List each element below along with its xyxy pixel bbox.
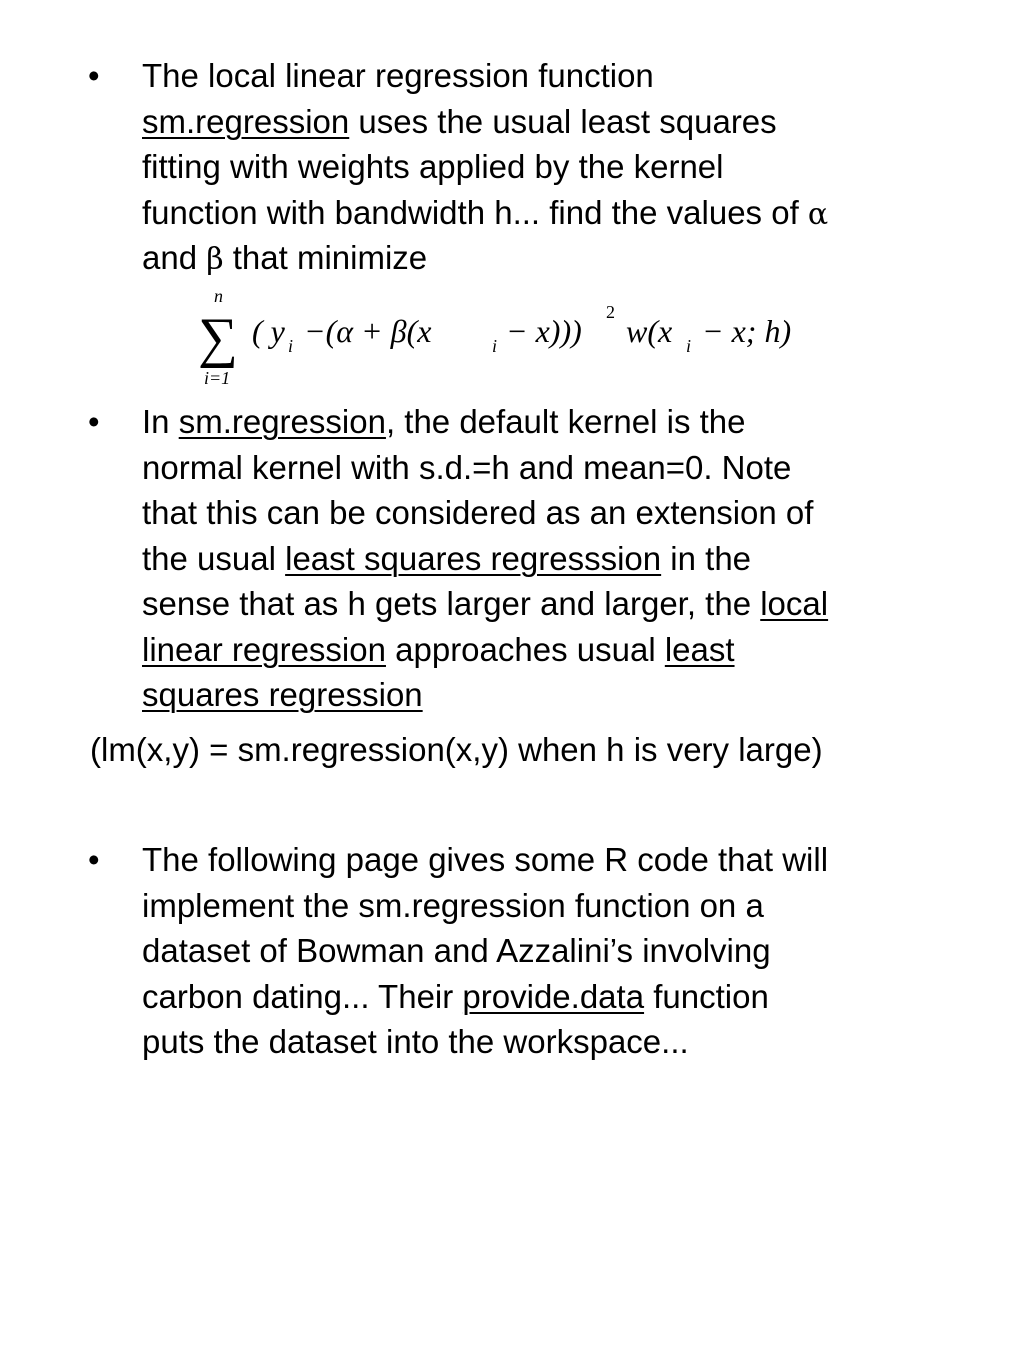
text-line: dataset of Bowman and Azzalini’s involving [142, 932, 771, 969]
subscript-i: i [686, 336, 692, 356]
text-line: linear regression approaches usual least [142, 630, 735, 668]
least-squares-regression-link[interactable]: least [664, 630, 735, 668]
sm-regression-link[interactable]: sm.regression [178, 403, 386, 440]
bullet-marker: • [88, 841, 100, 878]
text-line: The following page gives some R code that will [142, 841, 829, 878]
formula-term-alpha-beta: −(α + β(x [304, 313, 432, 349]
text-line: implement the sm.regression function on a [142, 886, 764, 924]
sum-upper-limit: n [214, 286, 223, 306]
beta-symbol: β [206, 242, 224, 277]
text-line: sm.regression uses the usual least squares [142, 102, 777, 140]
superscript-2: 2 [606, 302, 615, 322]
formula-term-minus-x: − x))) [506, 313, 582, 349]
text-line: function with bandwidth h... find the values of α [142, 193, 829, 232]
subscript-i: i [288, 336, 294, 356]
local-linear-regression-link[interactable]: local [760, 585, 829, 622]
provide-data-link[interactable]: provide.data [462, 977, 645, 1015]
lm-equivalence-note: (lm(x,y) = sm.regression(x,y) when h is very large) [90, 731, 823, 768]
paragraph-r-code [142, 837, 942, 1065]
local-linear-regression-link[interactable]: linear regression [142, 630, 386, 668]
bullet-marker: • [88, 57, 100, 94]
minimization-formula [196, 282, 836, 392]
sum-symbol: ∑ [198, 307, 238, 369]
text-line: The local linear regression function [142, 57, 654, 94]
least-squares-regression-link[interactable]: least squares regresssion [285, 539, 662, 577]
text-line: carbon dating... Their provide.data function [142, 977, 769, 1015]
text-line [142, 672, 942, 718]
alpha-symbol: α [807, 196, 829, 232]
sum-lower-limit: i=1 [204, 368, 231, 388]
text-line: sense that as h gets larger and larger, the local [142, 585, 829, 622]
formula-term-yi: ( y [252, 313, 285, 349]
text-line: that this can be considered as an extension of [142, 494, 814, 531]
text-line: the usual least squares regresssion in the [142, 539, 752, 577]
paragraph-default-kernel [142, 399, 942, 718]
formula-term-bandwidth: − x; h) [702, 313, 792, 349]
text-line: fitting with weights applied by the kernel [142, 148, 724, 185]
sm-regression-link[interactable]: sm.regression [142, 102, 350, 140]
text-line: puts the dataset into the workspace... [142, 1023, 689, 1060]
text-line: normal kernel with s.d.=h and mean=0. Note [142, 448, 792, 486]
text-line: and β that minimize [142, 239, 428, 277]
bullet-marker: • [88, 403, 100, 440]
least-squares-regression-link[interactable]: squares regression [142, 676, 423, 713]
subscript-i: i [492, 336, 498, 356]
formula-term-weight: w(x [626, 313, 673, 349]
text-line: In sm.regression, the default kernel is the [142, 403, 746, 440]
paragraph-local-linear-regression [142, 53, 942, 281]
